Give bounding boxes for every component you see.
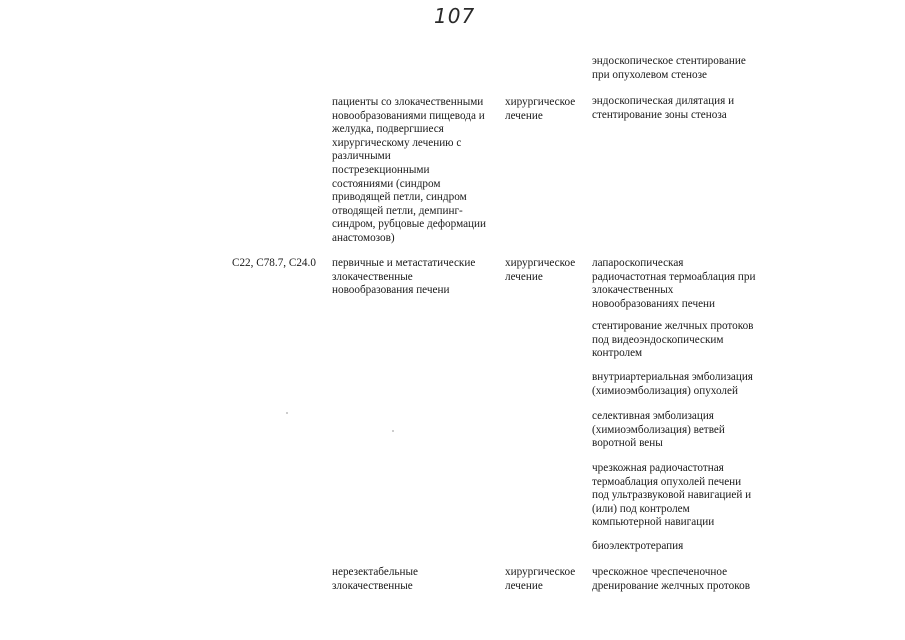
row-3-method-0: чрескожное чреспеченочное дренирование желчных протоков — [592, 566, 751, 592]
row-2-patient-category: первичные и метастатические злокачественные новообразования печени — [332, 257, 476, 297]
row-2-method-5: биоэлектротерапия — [592, 540, 684, 552]
row-3-patient-category: нерезектабельные злокачественные — [332, 566, 418, 592]
row-2-method-2: внутриартериальная эмболизация (химиоэмболизация) опухолей — [592, 371, 753, 397]
row-0-method-0: эндоскопическое стентирование при опухолевом стенозе — [592, 55, 746, 81]
page-number: 107 — [434, 4, 476, 28]
row-3-treatment-type: хирургическое лечение — [505, 566, 576, 592]
row-2-method-1: стентирование желчных протоков под видеоэндоскопическим контролем — [592, 320, 754, 360]
row-2-method-3: селективная эмболизация (химиоэмболизация) ветвей воротной вены — [592, 410, 725, 450]
row-1-patient-category: пациенты со злокачественными новообразованиями пищевода и желудка, подвергшиеся хирургическому лечению с различными пострезекционными состояниями (синдром приводящей петли, синдром отводящей петли, демпинг- синдром, рубцовые деформации анастомозов) — [332, 96, 486, 244]
row-2-method-0: лапароскопическая радиочастотная термоаблация при злокачественных новообразованиях печени — [592, 257, 756, 310]
row-2-icd-code: C22, C78.7, C24.0 — [232, 257, 316, 269]
row-1-treatment-type: хирургическое лечение — [505, 96, 576, 122]
row-2-treatment-type: хирургическое лечение — [505, 257, 576, 283]
scan-speck — [286, 412, 288, 414]
row-2-method-4: чрезкожная радиочастотная термоаблация опухолей печени под ультразвуковой навигацией и (или) под контролем компьютерной навигации — [592, 462, 752, 529]
row-1-method-0: эндоскопическая дилятация и стентирование зоны стеноза — [592, 95, 735, 121]
scan-speck — [392, 430, 394, 432]
